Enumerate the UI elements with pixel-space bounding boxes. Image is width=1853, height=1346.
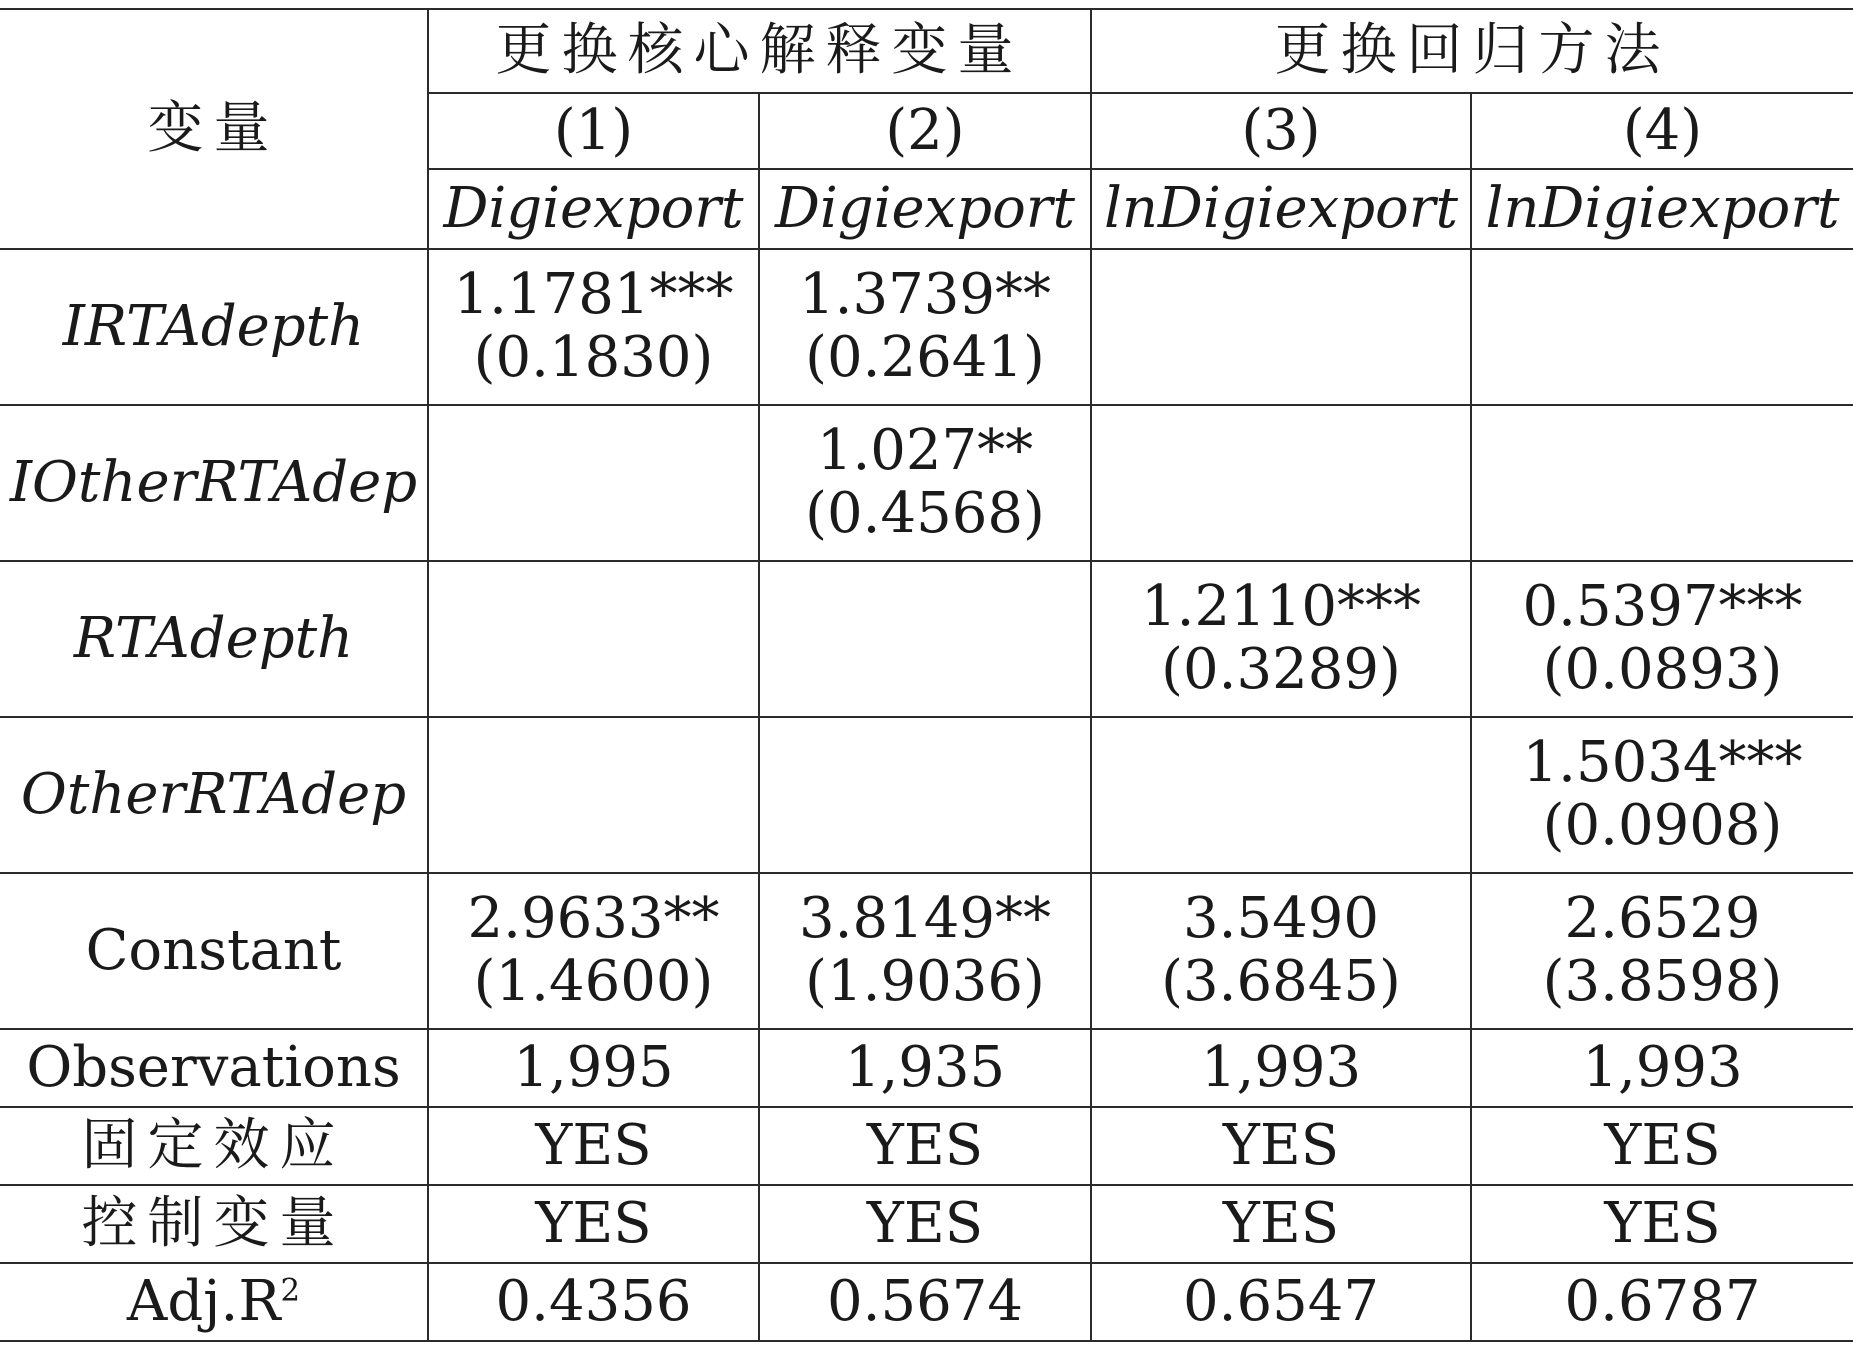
observations-value: 1,993	[1471, 1029, 1853, 1107]
table-row-observations	[0, 1029, 1853, 1107]
regression-table	[0, 8, 1853, 1342]
row-label: 控制变量	[0, 1185, 428, 1263]
adj-r2-value: 0.6787	[1471, 1263, 1853, 1341]
dependent-variable-2: Digiexport	[759, 169, 1091, 249]
table-row-fixed-effects	[0, 1107, 1853, 1185]
table-row-controls	[0, 1185, 1853, 1263]
coef-cell	[428, 873, 759, 1029]
coef-cell	[1471, 561, 1853, 717]
standard-error: (0.2641)	[805, 325, 1045, 390]
dependent-variable-1: Digiexport	[428, 169, 759, 249]
observations-value: 1,935	[759, 1029, 1091, 1107]
row-label: OtherRTAdep	[0, 717, 428, 873]
coef-cell	[1471, 405, 1853, 561]
row-label: IOtherRTAdep	[0, 405, 428, 561]
variable-column-header: 变量	[0, 9, 428, 249]
coef-cell	[1091, 873, 1471, 1029]
controls-value: YES	[428, 1185, 759, 1263]
coef-cell	[1091, 249, 1471, 405]
controls-value: YES	[759, 1185, 1091, 1263]
standard-error: (1.4600)	[473, 949, 714, 1014]
standard-error: (1.9036)	[805, 949, 1045, 1014]
coef-cell	[1091, 561, 1471, 717]
model-number-2: (2)	[759, 93, 1091, 169]
table-row-otherrtadep	[0, 717, 1853, 873]
model-number-4: (4)	[1471, 93, 1853, 169]
adj-r2-value: 0.6547	[1091, 1263, 1471, 1341]
coef-cell	[1471, 249, 1853, 405]
row-label	[0, 1263, 428, 1341]
table-row-adj-r2	[0, 1263, 1853, 1341]
coef-cell	[1471, 873, 1853, 1029]
model-number-1: (1)	[428, 93, 759, 169]
standard-error: (3.8598)	[1542, 949, 1783, 1014]
coef-cell	[1471, 717, 1853, 873]
fixed-effects-value: YES	[1091, 1107, 1471, 1185]
standard-error: (3.6845)	[1161, 949, 1401, 1014]
coefficient: 1.5034***	[1522, 730, 1803, 796]
coefficient: 1.1781***	[453, 262, 734, 328]
standard-error: (0.4568)	[805, 481, 1045, 546]
model-number-3: (3)	[1091, 93, 1471, 169]
standard-error: (0.0893)	[1542, 637, 1783, 702]
adj-r2-value: 0.5674	[759, 1263, 1091, 1341]
dependent-variable-4: lnDigiexport	[1471, 169, 1853, 249]
coef-cell	[759, 561, 1091, 717]
coef-cell	[759, 249, 1091, 405]
row-label: IRTAdepth	[0, 249, 428, 405]
row-label: Constant	[0, 873, 428, 1029]
adj-r2-superscript: 2	[280, 1271, 301, 1308]
group-header-core-variable: 更换核心解释变量	[428, 9, 1091, 93]
coef-cell	[428, 405, 759, 561]
coef-cell	[759, 717, 1091, 873]
coefficient: 2.6529	[1564, 886, 1761, 952]
controls-value: YES	[1471, 1185, 1853, 1263]
coefficient: 2.9633**	[467, 886, 720, 952]
dependent-variable-3: lnDigiexport	[1091, 169, 1471, 249]
adj-r2-label: Adj.R	[126, 1268, 281, 1334]
table-row-constant	[0, 873, 1853, 1029]
coef-cell	[428, 561, 759, 717]
controls-value: YES	[1091, 1185, 1471, 1263]
coefficient: 3.5490	[1183, 886, 1379, 952]
standard-error: (0.3289)	[1161, 637, 1401, 702]
group-header-regression-method: 更换回归方法	[1091, 9, 1853, 93]
table-row-rtadepth	[0, 561, 1853, 717]
adj-r2-value: 0.4356	[428, 1263, 759, 1341]
header-group-row	[0, 9, 1853, 93]
standard-error: (0.1830)	[473, 325, 714, 390]
observations-value: 1,995	[428, 1029, 759, 1107]
observations-value: 1,993	[1091, 1029, 1471, 1107]
row-label: Observations	[0, 1029, 428, 1107]
coef-cell	[1091, 405, 1471, 561]
coef-cell	[428, 249, 759, 405]
row-label: 固定效应	[0, 1107, 428, 1185]
coef-cell	[428, 717, 759, 873]
coefficient: 3.8149**	[799, 886, 1051, 952]
table-row-irtadepth	[0, 249, 1853, 405]
coef-cell	[1091, 717, 1471, 873]
fixed-effects-value: YES	[1471, 1107, 1853, 1185]
coef-cell	[759, 873, 1091, 1029]
coefficient: 1.027**	[816, 418, 1034, 484]
coefficient: 1.2110***	[1141, 574, 1421, 640]
coef-cell	[759, 405, 1091, 561]
fixed-effects-value: YES	[759, 1107, 1091, 1185]
coefficient: 1.3739**	[799, 262, 1051, 328]
table-row-iotherrtadep	[0, 405, 1853, 561]
fixed-effects-value: YES	[428, 1107, 759, 1185]
row-label: RTAdepth	[0, 561, 428, 717]
coefficient: 0.5397***	[1522, 574, 1803, 640]
standard-error: (0.0908)	[1542, 793, 1783, 858]
